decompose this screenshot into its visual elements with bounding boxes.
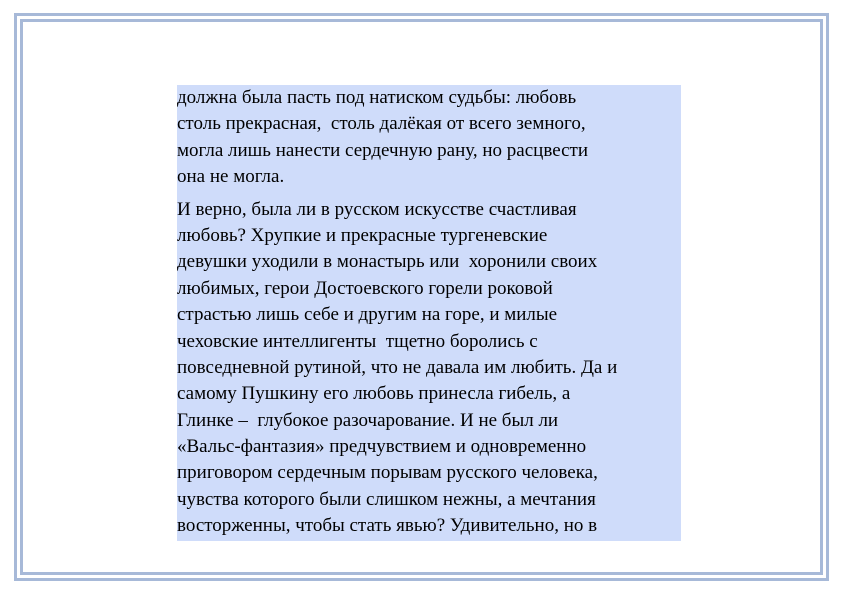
text-line: восторженны, чтобы стать явью? Удивительно, но в — [177, 515, 598, 537]
text-line: страстью лишь себе и другим на горе, и милые — [177, 304, 558, 326]
paragraph-1 — [177, 85, 681, 191]
text-line: «Вальс-фантазия» предчувствием и одновременно — [177, 436, 587, 458]
text-line: она не могла. — [177, 166, 285, 188]
text-line: чувства которого были слишком нежны, а мечтания — [177, 488, 596, 510]
text-line: столь прекрасная, столь далёкая от всего земного, — [177, 113, 586, 135]
text-line: Глинке – глубокое разочарование. И не был ли — [177, 409, 559, 431]
text-line: любовь? Хрупкие и прекрасные тургеневские — [177, 224, 548, 246]
text-line: любимых, герои Достоевского горели роковой — [177, 277, 553, 299]
paragraph-2 — [177, 197, 681, 540]
text-line: повседневной рутиной, что не давала им любить. Да и — [177, 356, 618, 378]
text-line: девушки уходили в монастырь или хоронили своих — [177, 251, 598, 273]
text-line: должна была пасть под натиском судьбы: любовь — [177, 87, 577, 108]
text-box — [177, 85, 681, 541]
text-line: чеховские интеллигенты тщетно боролись с — [177, 330, 538, 352]
text-line: И верно, была ли в русском искусстве счастливая — [177, 198, 577, 220]
text-line: самому Пушкину его любовь принесла гибель, а — [177, 383, 571, 405]
text-line: приговором сердечным порывам русского человека, — [177, 462, 598, 484]
text-line: могла лишь нанести сердечную рану, но расцвести — [177, 139, 589, 161]
